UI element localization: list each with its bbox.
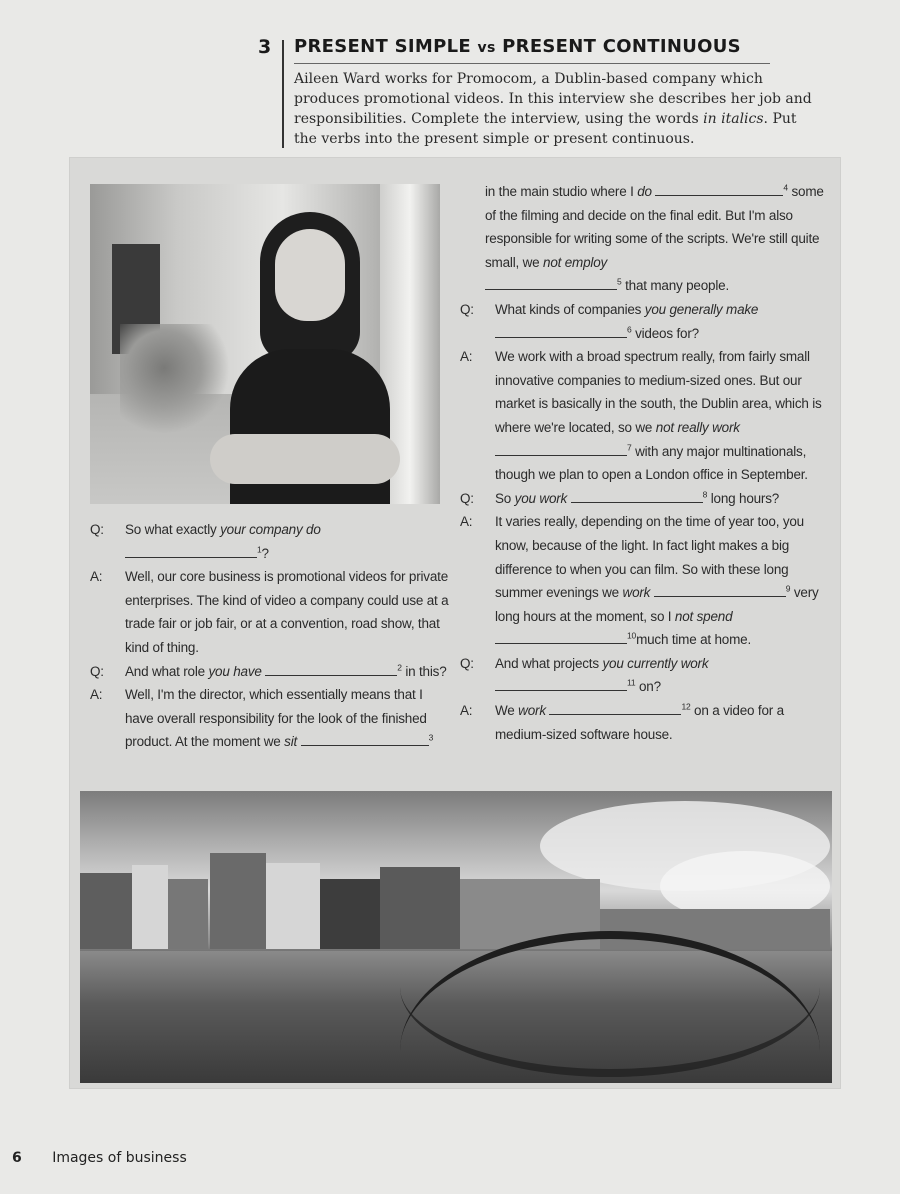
prompt-words: not really work [655, 419, 740, 435]
prompt-words: you currently work [602, 655, 709, 671]
title-part1: PRESENT SIMPLE [294, 36, 471, 57]
prompt-words: do [637, 184, 652, 199]
question-text-end: ? [261, 545, 269, 561]
question-text: And what projects [495, 655, 603, 671]
speaker-label: Q: [460, 490, 474, 506]
prompt-words: work [622, 585, 651, 601]
answer-text: some of the filming and decide on the final edit. But I'm also responsible for writing some of the scripts. We're still quite small, we [485, 184, 824, 270]
question-text: So what exactly [125, 522, 221, 537]
gap-number: 9 [785, 583, 791, 594]
answer-blank-5[interactable] [485, 276, 617, 290]
answer-2-continued [460, 180, 830, 298]
prompt-words: you generally make [644, 301, 759, 317]
answer-text: We [495, 703, 519, 719]
title-vs: vs [477, 40, 496, 56]
gap-number: 10 [627, 630, 637, 641]
answer-blank-11[interactable] [495, 677, 627, 691]
gap-number: 4 [783, 182, 788, 193]
instructions-text-1: Aileen Ward works for Promocom, a Dublin-based company which produces promotional videos. In this interview she describes her job and responsibilities. Complete the interview, using the words [294, 71, 812, 127]
answer-blank-4[interactable] [655, 182, 783, 196]
title-part2: PRESENT CONTINUOUS [502, 36, 741, 57]
answer-2 [90, 683, 450, 754]
gap-number: 8 [702, 489, 708, 500]
gap-number: 12 [681, 701, 691, 712]
gap-number: 5 [617, 276, 622, 287]
question-1 [90, 518, 450, 565]
answer-5 [460, 699, 830, 746]
question-3 [460, 298, 830, 345]
exercise-instructions [294, 69, 814, 149]
speaker-label: A: [460, 349, 473, 365]
page-number: 6 [12, 1150, 22, 1166]
answer-blank-2[interactable] [265, 662, 397, 676]
prompt-words: you work [514, 490, 568, 506]
answer-blank-9[interactable] [654, 583, 786, 597]
answer-3 [460, 345, 830, 487]
answer-1 [90, 565, 450, 659]
answer-text: with any major multinationals, though we plan to open a London office in September. [495, 443, 808, 483]
portrait-photo [90, 184, 440, 504]
gap-number: 11 [627, 677, 636, 688]
page-footer [12, 1150, 187, 1166]
speaker-label: Q: [90, 663, 104, 679]
answer-text: on a video for a medium-sized software house. [495, 703, 784, 742]
gap-number: 2 [397, 662, 402, 673]
answer-text: It varies really, depending on the time of year too, you know, because of the light. In fact light makes a big difference to when you can film. So with these long summer evenings we [495, 514, 804, 601]
question-text-end: videos for? [631, 325, 699, 341]
prompt-words: work [518, 703, 546, 719]
answer-text: much time at home. [636, 632, 752, 648]
question-text: And what role [125, 663, 209, 679]
answer-blank-12[interactable] [549, 701, 681, 715]
answer-blank-10[interactable] [495, 630, 627, 644]
answer-text: that many people. [621, 278, 730, 294]
prompt-words: not employ [543, 254, 608, 270]
prompt-words: sit [284, 734, 298, 750]
answer-text: We work with a broad spectrum really, from fairly small innovative companies to medium-sized ones. But our market is basically in the south, the Dublin area, which is where we're located, so we [495, 349, 822, 435]
header-rule [282, 40, 284, 148]
gap-number: 3 [428, 732, 434, 743]
exercise-title [294, 36, 741, 57]
exercise-number: 3 [258, 36, 272, 58]
speaker-label: A: [460, 514, 473, 530]
instructions-italic: in italics [703, 111, 764, 127]
question-4 [460, 487, 830, 511]
answer-text: Well, our core business is promotional videos for private enterprises. The kind of video a company could use at a trade fair or job fair, or at a convention, road show, that kind of thing. [125, 569, 449, 655]
question-text-end: long hours? [707, 490, 780, 506]
speaker-label: Q: [460, 301, 474, 317]
interview-column-right [460, 180, 830, 746]
title-underline [294, 63, 770, 64]
speaker-label: Q: [460, 655, 474, 671]
answer-blank-1[interactable] [125, 544, 257, 558]
prompt-words: your company do [220, 522, 321, 537]
question-2 [90, 660, 450, 684]
answer-text: in the main studio where I [485, 184, 638, 199]
answer-blank-3[interactable] [301, 732, 429, 746]
question-text: What kinds of companies [495, 301, 645, 317]
question-text-end: on? [635, 679, 661, 695]
answer-text: very long hours at the moment, so I [495, 585, 819, 624]
dublin-bridge-photo [80, 791, 832, 1083]
interview-column-left [90, 518, 450, 754]
speaker-label: A: [90, 569, 103, 585]
gap-number: 6 [627, 324, 632, 335]
instructions-text-2: . Put the verbs into the present simple or present continuous. [294, 111, 797, 147]
answer-blank-6[interactable] [495, 324, 627, 338]
answer-text: Well, I'm the director, which essentially means that I have overall responsibility for the look of the finished product. At the moment we [125, 687, 427, 750]
answer-blank-7[interactable] [495, 442, 627, 456]
answer-blank-8[interactable] [571, 489, 703, 503]
prompt-words: you have [208, 663, 262, 679]
speaker-label: Q: [90, 522, 104, 537]
gap-number: 7 [627, 442, 632, 453]
question-text: So [495, 490, 515, 506]
prompt-words: not spend [674, 608, 733, 624]
question-text-end: in this? [401, 663, 447, 679]
section-name: Images of business [52, 1150, 187, 1166]
interview-panel [70, 158, 840, 1088]
speaker-label: A: [90, 687, 103, 703]
speaker-label: A: [460, 703, 473, 719]
question-5 [460, 652, 830, 699]
gap-number: 1 [257, 544, 262, 555]
answer-4 [460, 510, 830, 652]
